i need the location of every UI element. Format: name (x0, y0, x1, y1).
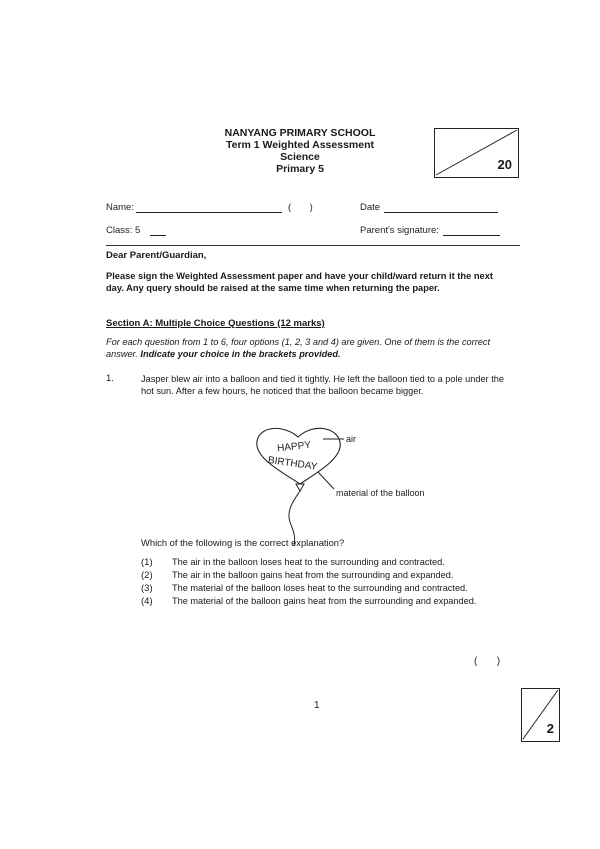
material-pointer-line (318, 472, 334, 489)
assessment-title: Term 1 Weighted Assessment (225, 139, 375, 151)
balloon-knot (296, 484, 304, 491)
school-name: NANYANG PRIMARY SCHOOL (224, 127, 376, 139)
date-label: Date (360, 202, 381, 213)
notice-line-2: day. Any query should be raised at the same time when returning the paper. (106, 283, 440, 293)
section-instruction-2a: answer. (106, 349, 138, 359)
label-air: air (346, 434, 357, 444)
section-instruction-2b: Indicate your choice in the brackets provided. (140, 349, 341, 359)
score-total: 20 (497, 157, 512, 172)
label-material: material of the balloon (336, 488, 425, 498)
question-number: 1. (106, 373, 114, 384)
divider (106, 245, 520, 246)
option-4-number: (4) (141, 596, 153, 607)
name-label: Name: (106, 202, 134, 213)
subject: Science (280, 151, 320, 163)
page-marks-box (521, 688, 560, 742)
option-1-text: The air in the balloon loses heat to the surrounding and contracted. (172, 557, 445, 567)
greeting: Dear Parent/Guardian, (106, 250, 207, 261)
page-marks: 2 (546, 721, 554, 736)
class-line[interactable] (150, 235, 166, 236)
balloon-diagram (240, 418, 425, 548)
question-line-2: hot sun. After a few hours, he noticed that the balloon became bigger. (141, 386, 424, 396)
option-3-text: The material of the balloon loses heat to the surrounding and contracted. (172, 583, 468, 593)
signature-line[interactable] (443, 235, 500, 236)
section-instruction-2 (106, 348, 341, 361)
class-label: Class: 5 (106, 225, 141, 236)
notice-line-1: Please sign the Weighted Assessment paper and have your child/ward return it the next (106, 271, 493, 281)
option-2-number: (2) (141, 570, 153, 581)
page-number: 1 (314, 700, 320, 711)
date-line[interactable] (384, 212, 498, 213)
section-instruction-1: For each question from 1 to 6, four options (1, 2, 3 and 4) are given. One of them is the correct (106, 337, 491, 347)
option-1-number: (1) (141, 557, 153, 568)
register-number-brackets: ( ) (288, 202, 313, 213)
balloon-text-birthday: BIRTHDAY (267, 454, 318, 473)
question-line-1: Jasper blew air into a balloon and tied it tightly. He left the balloon tied to a pole under the (141, 374, 504, 384)
option-2-text: The air in the balloon gains heat from the surrounding and expanded. (172, 570, 454, 580)
option-4-text: The material of the balloon gains heat from the surrounding and expanded. (172, 596, 477, 606)
balloon-text-happy: HAPPY (276, 439, 312, 455)
question-prompt: Which of the following is the correct explanation? (141, 537, 345, 548)
answer-brackets[interactable]: ( ) (474, 656, 501, 667)
section-title: Section A: Multiple Choice Questions (12 marks) (106, 318, 325, 329)
level: Primary 5 (276, 163, 324, 175)
option-3-number: (3) (141, 583, 153, 594)
signature-label: Parent's signature: (360, 225, 439, 236)
score-box (434, 128, 519, 178)
name-line[interactable] (136, 212, 282, 213)
